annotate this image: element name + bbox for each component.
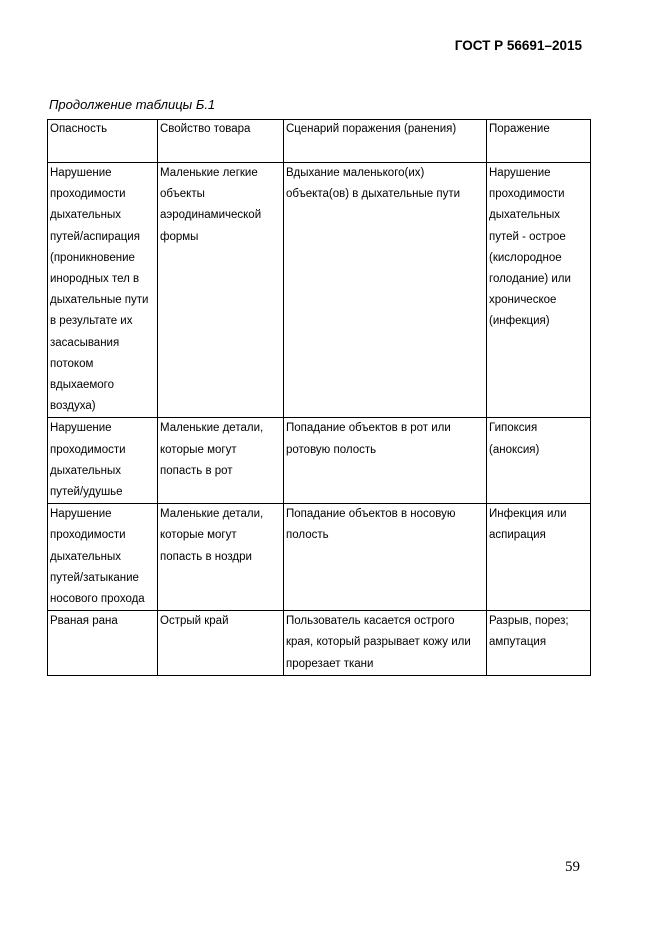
cell-text-line: Нарушение — [50, 508, 112, 521]
injury-cell — [487, 611, 591, 676]
column-header-injury: Поражение — [487, 120, 591, 163]
column-header-injury-scenario: Сценарий поражения (ранения) — [284, 120, 487, 163]
cell-text-line: проходимости — [50, 443, 126, 456]
cell-text-line: проходимости — [489, 188, 565, 201]
hazard-cell — [48, 504, 158, 611]
cell-text-line: хроническое — [489, 294, 557, 307]
column-header-product-property: Свойство товара — [158, 120, 284, 163]
cell-text-line: Разрыв, порез; — [489, 615, 569, 628]
cell-text-line: Инфекция или — [489, 508, 567, 521]
cell-text-line: Нарушение — [489, 167, 551, 179]
cell-text-line: Острый край — [160, 615, 229, 628]
cell-text-line: формы — [160, 230, 199, 243]
injury-scenario-cell — [284, 418, 487, 504]
cell-text-line: путей/удушье — [50, 486, 123, 499]
injury-scenario-cell — [284, 163, 487, 418]
cell-text-line: ампутация — [489, 636, 547, 649]
cell-text-line: путей/затыкание — [50, 571, 139, 584]
cell-text-line: попасть в рот — [160, 464, 233, 477]
document-standard-header: ГОСТ Р 56691–2015 — [454, 38, 582, 53]
cell-text-line: проходимости — [50, 188, 126, 201]
cell-text-line: (аноксия) — [489, 443, 540, 456]
injury-cell — [487, 163, 591, 418]
cell-text-line: объекта(ов) в дыхательные пути — [286, 188, 461, 201]
cell-text-line: дыхательные пути — [50, 294, 149, 307]
injury-cell — [487, 504, 591, 611]
product-property-cell — [158, 611, 284, 676]
cell-text-line: (проникновение — [50, 251, 135, 264]
cell-text-line: потоком — [50, 357, 94, 370]
cell-text-line: полость — [286, 529, 329, 542]
cell-text-line: носового прохода — [50, 593, 145, 606]
table-row — [48, 418, 591, 504]
product-property-cell — [158, 504, 284, 611]
page-number: 59 — [565, 859, 580, 875]
cell-text-line: дыхательных — [50, 464, 121, 477]
cell-text-line: Рваная рана — [50, 615, 118, 628]
cell-text-line: аспирация — [489, 529, 546, 542]
hazard-cell — [48, 418, 158, 504]
injury-scenario-cell — [284, 504, 487, 611]
cell-text-line: в результате их — [50, 315, 133, 328]
hazard-table — [47, 119, 591, 676]
column-header-hazard: Опасность — [48, 120, 158, 163]
cell-text-line: (кислородное — [489, 251, 562, 264]
cell-text-line: объекты — [160, 188, 205, 201]
cell-text-line: аэродинамической — [160, 209, 262, 222]
cell-text-line: инородных тел в — [50, 273, 140, 286]
cell-text-line: (инфекция) — [489, 315, 550, 328]
cell-text-line: Маленькие легкие — [160, 167, 258, 179]
cell-text-line: голодание) или — [489, 273, 571, 286]
cell-text-line: Нарушение — [50, 422, 112, 435]
cell-text-line: Гипоксия — [489, 422, 538, 435]
cell-text-line: дыхательных — [50, 209, 121, 222]
cell-text-line: воздуха) — [50, 400, 96, 413]
cell-text-line: Пользователь касается острого — [286, 615, 455, 628]
cell-text-line: путей - острое — [489, 230, 566, 243]
injury-cell — [487, 418, 591, 504]
table-row — [48, 163, 591, 418]
cell-text-line: путей/аспирация — [50, 230, 140, 243]
cell-text-line: которые могут — [160, 443, 237, 456]
cell-text-line: проходимости — [50, 529, 126, 542]
cell-text-line: Нарушение — [50, 167, 112, 179]
cell-text-line: дыхательных — [489, 209, 560, 222]
table-row — [48, 504, 591, 611]
table-row — [48, 611, 591, 676]
cell-text-line: прорезает ткани — [286, 657, 374, 670]
cell-text-line: вдыхаемого — [50, 379, 115, 392]
cell-text-line: засасывания — [50, 336, 120, 349]
cell-text-line: края, который разрывает кожу или — [286, 636, 471, 649]
hazard-cell — [48, 163, 158, 418]
cell-text-line: Маленькие детали, — [160, 508, 264, 521]
cell-text-line: ротовую полость — [286, 443, 377, 456]
injury-scenario-cell — [284, 611, 487, 676]
product-property-cell — [158, 418, 284, 504]
cell-text-line: которые могут — [160, 529, 237, 542]
cell-text-line: Вдыхание маленького(их) — [286, 167, 425, 179]
product-property-cell — [158, 163, 284, 418]
cell-text-line: Попадание объектов в рот или — [286, 422, 451, 435]
cell-text-line: дыхательных — [50, 550, 121, 563]
cell-text-line: Попадание объектов в носовую — [286, 508, 456, 521]
cell-text-line: Маленькие детали, — [160, 422, 264, 435]
cell-text-line: попасть в ноздри — [160, 550, 252, 563]
table-header-row — [48, 120, 591, 163]
table-caption: Продолжение таблицы Б.1 — [49, 97, 216, 112]
hazard-cell — [48, 611, 158, 676]
